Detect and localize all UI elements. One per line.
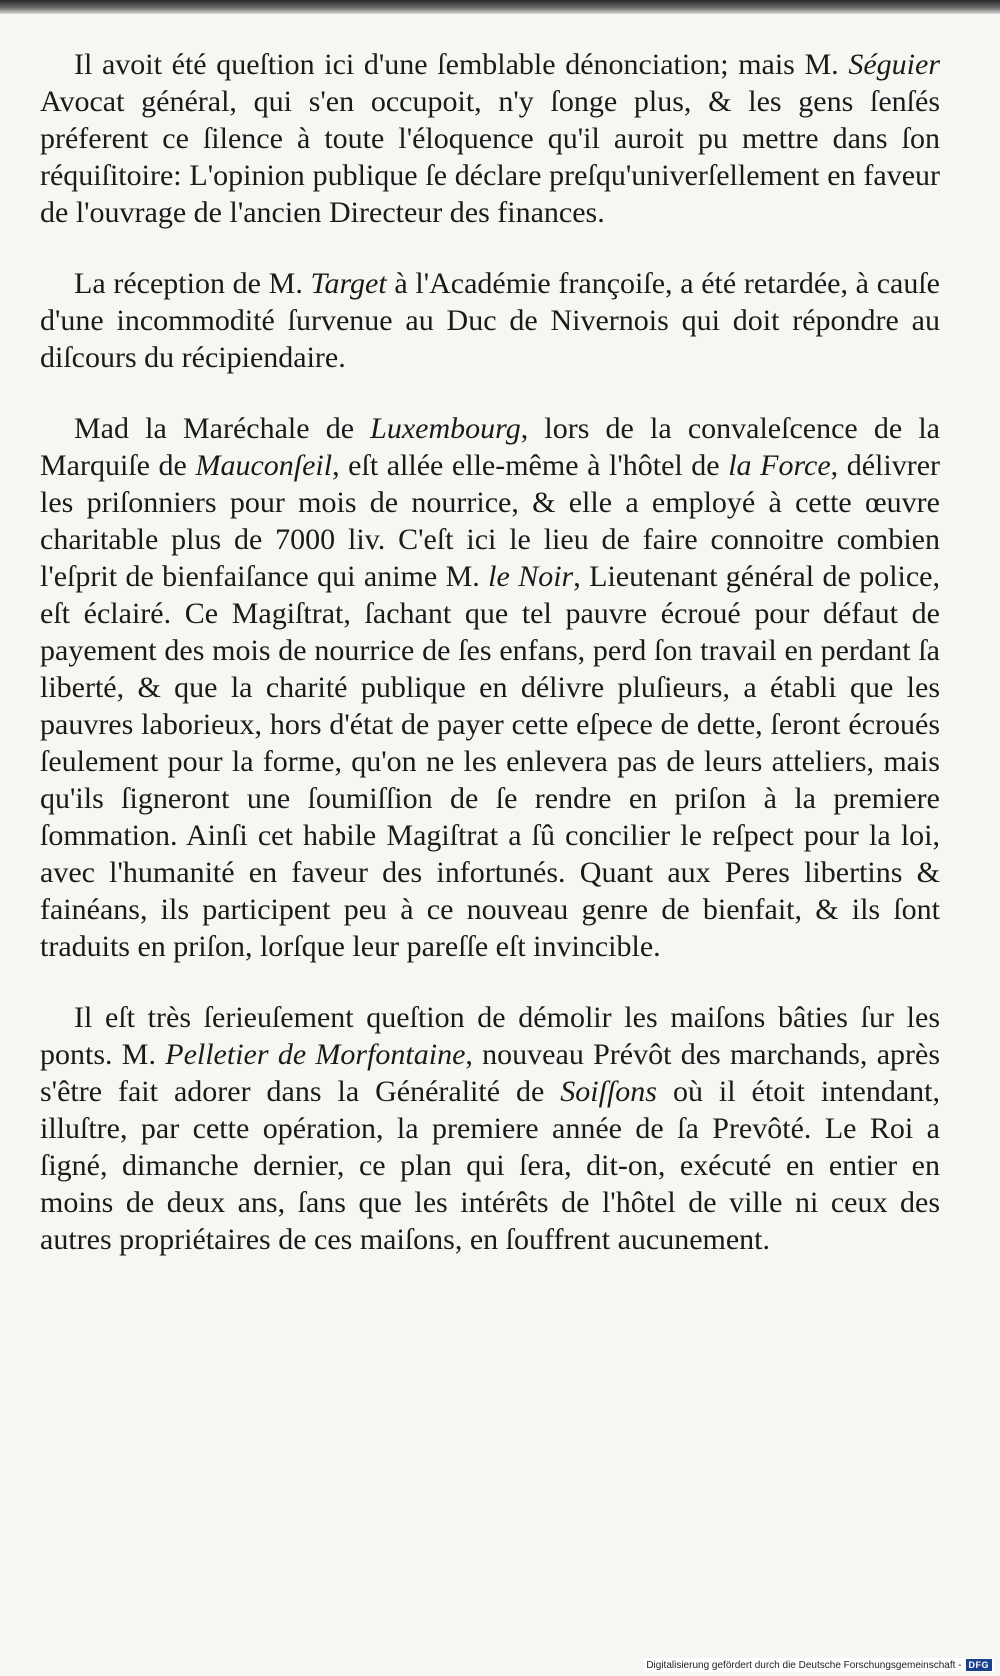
- p2-text-1: La réception de M.: [74, 267, 311, 300]
- name-soissons: Soiſſons: [560, 1075, 657, 1108]
- p4-text-1: Il eſt très ſerieuſement queſtion de démolir les maiſons bâties ſur les ponts. M.: [40, 1001, 940, 1071]
- p3-text-1: Mad la Maréchale de: [74, 412, 371, 445]
- page-top-edge: [0, 0, 1000, 14]
- paragraph-1: [40, 46, 940, 231]
- p4-text-3: où il étoit intendant, illuſtre, par cette opération, la premiere année de ſa Prevôté. Le Roi a ſigné, dimanche dernier, ce plan qui ſera, dit-on, exécuté en entier en moins de deux ans, ſans que les intérêts de l'hôtel de ville ni ceux des autres propriétaires de ces maiſons, en ſouffrent aucunement.: [40, 1075, 940, 1256]
- p4-text-2: , nouveau Prévôt des marchands, après s'être fait adorer dans la Généralité de: [40, 1038, 940, 1108]
- name-seguier: Séguier: [848, 48, 940, 81]
- p1-text-1: Il avoit été queſtion ici d'une ſemblable dénonciation; mais M.: [74, 48, 849, 81]
- credit-text: Digitalisierung gefördert durch die Deutsche Forschungsgemeinschaft -: [646, 1659, 962, 1671]
- paragraph-4: [40, 999, 940, 1258]
- name-luxembourg: Luxembourg: [370, 412, 521, 445]
- name-la-force: la Force: [728, 449, 831, 482]
- dfg-logo: DFG: [966, 1659, 993, 1671]
- name-pelletier: Pelletier de Morfontaine: [165, 1038, 466, 1071]
- name-target: Target: [310, 267, 387, 300]
- p3-text-4: , délivrer les priſonniers pour mois de nourrice, & elle a employé à cette œuvre charitable plus de 7000 liv. C'eſt ici le lieu de faire connoitre combien l'eſprit de bienfaiſance qui anime M.: [40, 449, 941, 593]
- document-page: [40, 46, 940, 1258]
- p2-text-2: à l'Académie françoiſe, a été retardée, à cauſe d'une incommodité ſurvenue au Duc de Nivernois qui doit répondre au diſcours du récipiendaire.: [40, 267, 940, 374]
- name-mauconseil: Mauconſeil: [195, 449, 333, 482]
- digitization-credit: [644, 1658, 994, 1672]
- paragraph-2: [40, 265, 940, 376]
- p3-text-3: , eſt allée elle-même à l'hôtel de: [332, 449, 729, 482]
- p3-text-5: , Lieutenant général de police, eſt éclairé. Ce Magiſtrat, ſachant que tel pauvre écroué pour défaut de payement des mois de nourrice de ſes enfans, perd ſon travail en perdant ſa liberté, & que la charité publique en délivre pluſieurs, a établi que les pauvres laborieux, hors d'état de payer cette eſpece de dette, ſeront écroués ſeulement pour la forme, qu'on ne les enlevera pas de leurs atteliers, mais qu'ils ſigneront une ſoumiſſion de ſe rendre en priſon à la premiere ſommation. Ainſi cet habile Magiſtrat a ſû concilier le reſpect pour la loi, avec l'humanité en faveur des infortunés. Quant aux Peres libertins & fainéans, ils participent peu à ce nouveau genre de bienfait, & ils ſont traduits en priſon, lorſque leur pareſſe eſt invincible.: [40, 560, 941, 963]
- name-le-noir: le Noir: [488, 560, 574, 593]
- p3-text-2: , lors de la convaleſcence de la Marquiſe de: [40, 412, 940, 482]
- p1-text-2: Avocat général, qui s'en occupoit, n'y ſonge plus, & les gens ſenſés préferent ce ſilence à toute l'éloquence qu'il auroit pu mettre dans ſon réquiſitoire: L'opinion publique ſe déclare preſqu'univerſellement en faveur de l'ouvrage de l'ancien Directeur des finances.: [40, 85, 940, 229]
- paragraph-3: [40, 410, 940, 965]
